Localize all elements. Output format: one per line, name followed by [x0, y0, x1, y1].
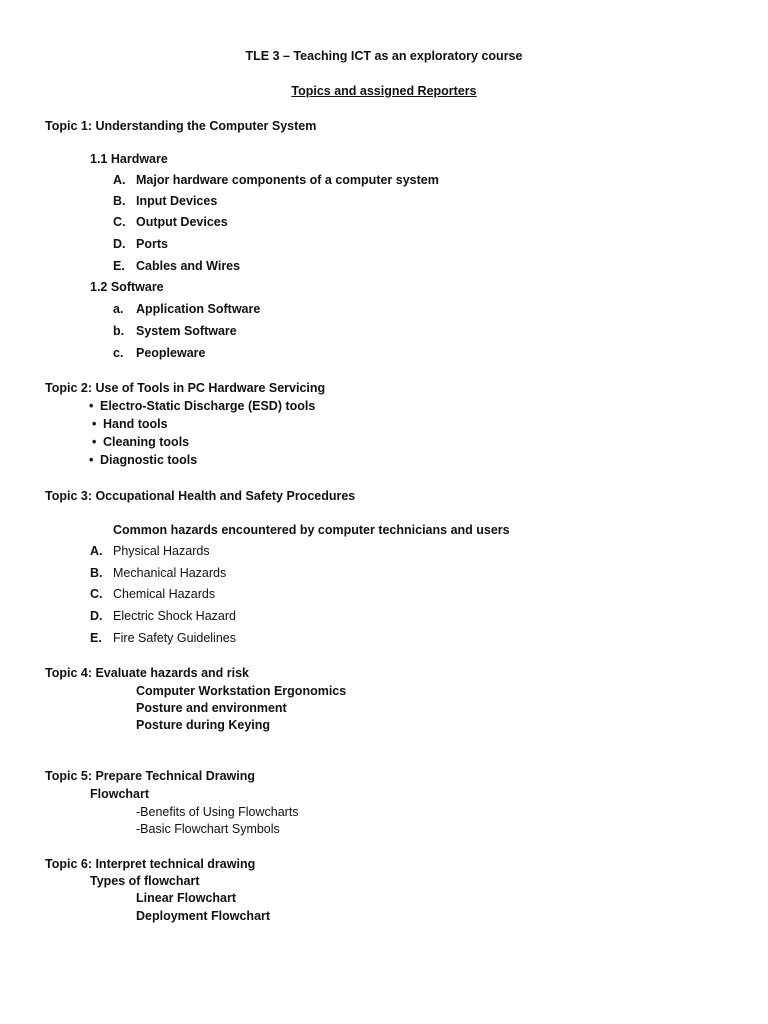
list-item-text: Mechanical Hazards — [113, 566, 227, 580]
list-marker: C. — [90, 587, 103, 601]
list-item: -Basic Flowchart Symbols — [136, 822, 280, 836]
list-item-text: Physical Hazards — [113, 544, 210, 558]
list-item-text: Cables and Wires — [136, 259, 241, 273]
topic-3-heading: Topic 3: Occupational Health and Safety Procedures — [45, 489, 356, 503]
list-marker: a. — [113, 302, 124, 316]
list-marker: B. — [90, 566, 103, 580]
topic-6-sub: Types of flowchart — [90, 874, 200, 888]
list-marker: D. — [113, 237, 126, 251]
bullet-icon: • — [89, 453, 94, 467]
list-item: Posture during Keying — [136, 718, 271, 732]
list-item: Computer Workstation Ergonomics — [136, 684, 347, 698]
list-marker: A. — [113, 173, 126, 187]
topic-5-heading: Topic 5: Prepare Technical Drawing — [45, 769, 256, 783]
bullet-icon: • — [89, 399, 94, 413]
list-item-text: Chemical Hazards — [113, 587, 216, 601]
list-item-text: Electro-Static Discharge (ESD) tools — [100, 399, 316, 413]
topic-1-software-heading: 1.2 Software — [90, 280, 164, 294]
list-item-text: Fire Safety Guidelines — [113, 631, 236, 645]
list-item: Deployment Flowchart — [136, 909, 271, 923]
bullet-icon: • — [92, 435, 97, 449]
list-marker: A. — [90, 544, 103, 558]
topic-5-sub: Flowchart — [90, 787, 150, 801]
list-marker: C. — [113, 215, 126, 229]
topic-2-heading: Topic 2: Use of Tools in PC Hardware Servicing — [45, 381, 326, 395]
list-item-text: Input Devices — [136, 194, 218, 208]
list-marker: c. — [113, 346, 124, 360]
list-item: Posture and environment — [136, 701, 287, 715]
list-item-text: Application Software — [136, 302, 261, 316]
list-marker: E. — [90, 631, 102, 645]
list-item-text: Ports — [136, 237, 168, 251]
list-item: -Benefits of Using Flowcharts — [136, 805, 299, 819]
document-subtitle — [0, 83, 768, 99]
topic-6-heading: Topic 6: Interpret technical drawing — [45, 857, 256, 871]
bullet-icon: • — [92, 417, 97, 431]
list-marker: b. — [113, 324, 125, 338]
list-marker: E. — [113, 259, 125, 273]
list-marker: B. — [113, 194, 126, 208]
topic-3-intro: Common hazards encountered by computer technicians and users — [113, 523, 510, 537]
list-item-text: Output Devices — [136, 215, 228, 229]
list-item-text: System Software — [136, 324, 237, 338]
list-item-text: Hand tools — [103, 417, 168, 431]
list-item: Linear Flowchart — [136, 891, 237, 905]
list-item-text: Peopleware — [136, 346, 206, 360]
topic-1-heading: Topic 1: Understanding the Computer System — [45, 119, 317, 133]
list-item-text: Electric Shock Hazard — [113, 609, 236, 623]
document-title: TLE 3 – Teaching ICT as an exploratory course — [245, 49, 523, 63]
list-marker: D. — [90, 609, 103, 623]
document-subtitle-text: Topics and assigned Reporters — [291, 84, 477, 98]
list-item-text: Diagnostic tools — [100, 453, 198, 467]
list-item-text: Cleaning tools — [103, 435, 190, 449]
list-item-text: Major hardware components of a computer system — [136, 173, 439, 187]
topic-4-heading: Topic 4: Evaluate hazards and risk — [45, 666, 250, 680]
topic-1-hardware-heading: 1.1 Hardware — [90, 152, 168, 166]
